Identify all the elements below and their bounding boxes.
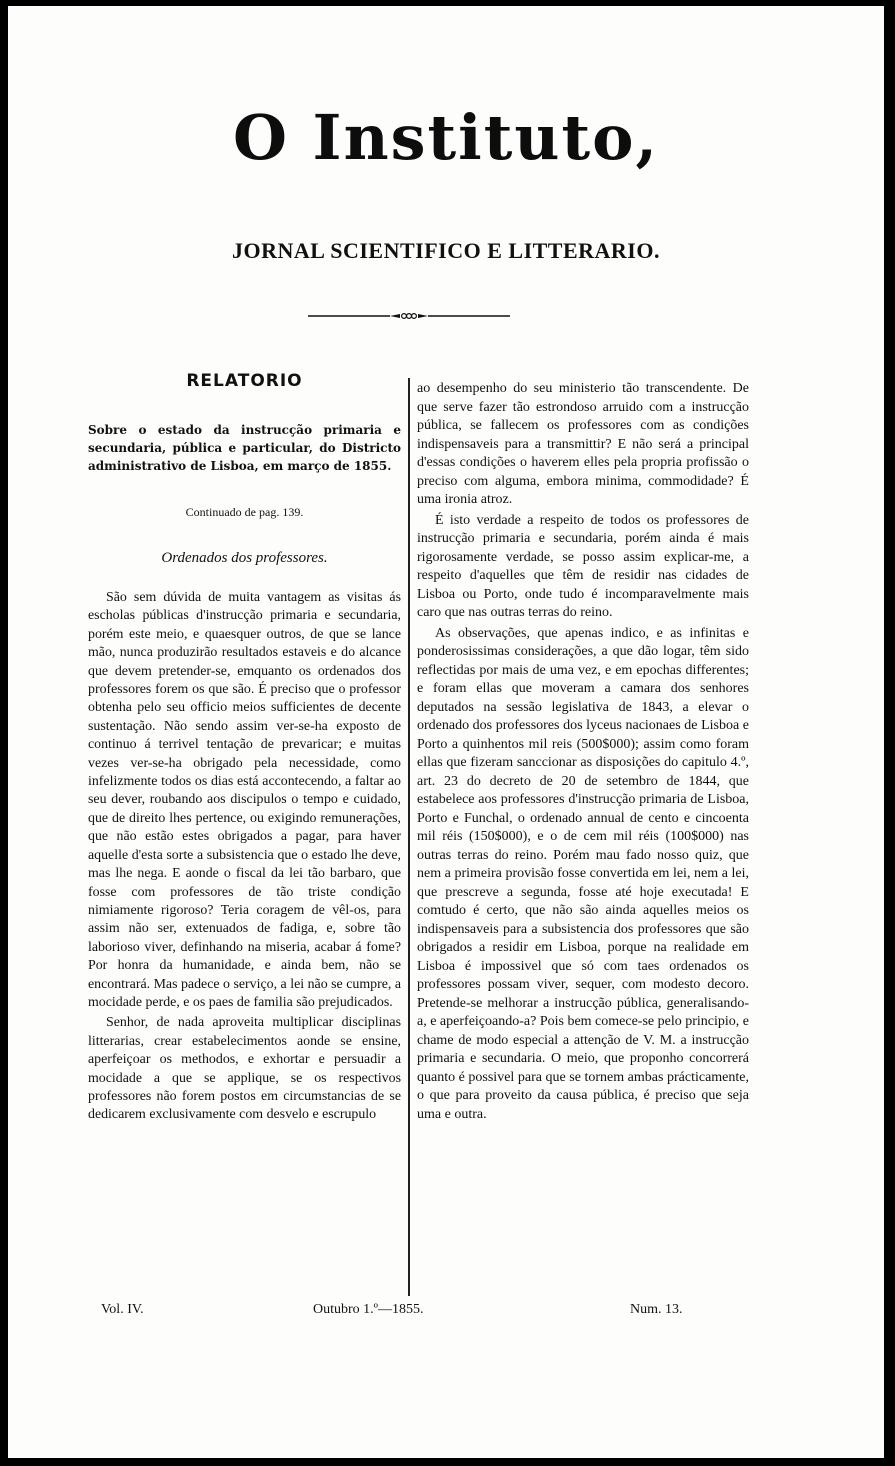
issue-date: Outubro 1.º—1855. (313, 1302, 424, 1317)
paragraph: ao desempenho do seu ministerio tão transcendente. De que serve fazer tão estrondoso arruido com a instrucção pública, se fallecem os professores com as condições indispensaveis para a transmittir? E não será a principal d'essas condições o haverem elles pela propria profissão o preciso com alguma, embora minima, commodidade? É uma ironia atroz. (417, 381, 749, 507)
issue-number: Num. 13. (630, 1302, 683, 1317)
volume-label: Vol. IV. (101, 1302, 144, 1317)
left-column (88, 371, 401, 1127)
column-divider (408, 378, 410, 1296)
continued-note: Continuado de pag. 139. (185, 505, 304, 519)
journal-title: O Instituto, (232, 101, 660, 174)
paragraph: É isto verdade a respeito de todos os professores de instrucção primaria e secundaria, porém ainda é mais rigorosamente verdade, se posso assim explicar-me, a respeito d'aquelles que têm de residir nas cidades de Lisboa ou Porto, onde tudo é incomparavelmente mais caro que nas outras terras do reino. (417, 512, 749, 620)
paragraph: Senhor, de nada aproveita multiplicar disciplinas litterarias, crear estabelecimentos aonde se ensine, aperfeiçoar os methodos, e exhortar e persuadir a mocidade a que se applique, se os respectivos professores não forem postos em circumstancias de se dedicarem exclusivamente com desvelo e escrupulo (88, 1015, 401, 1123)
paragraph: As observações, que apenas indico, e as infinitas e ponderosissimas considerações, a que dão logar, têm sido reflectidas por mais de uma vez, e em epochas differentes; e foram ellas que moveram a camara dos senhores deputados na sessão legislativa de 1843, a elevar o ordenado dos professores dos lyceus nacionaes de Lisboa e Porto a quinhentos mil reis (500$000); assim como foram ellas que fizeram sanccionar as disposições do capitulo 4.º, art. 23 do decreto de 20 de setembro de 1844, que estabelece aos professores d'instrucção primaria de Lisboa, Porto e Funchal, o ordenado annual de cento e cincoenta mil réis (150$000), e o de cem mil réis (100$000) nas outras terras do reino. Porém mau fado nosso quiz, que nem a primeira provisão fosse convertida em lei, nem a lei, que prescreve a segunda, fosse até hoje executada! E comtudo é certo, que não são ainda aquelles meios os indispensaveis para a subsistencia dos professores que são obrigados a residir em Lisboa, porque na realidade em Lisboa é impossivel que só com taes ordenados os professores possam viver, sequer, com modesto decoro. Pretende-se melhorar a instrucção pública, generalisando-a, e aperfeiçoando-a? Pois bem comece-se pelo principio, e chame de modo especial a attenção de V. M. a instrucção primaria e secundaria. O meio, que proponho concorrerá quanto é possivel para que se tornem ambas prácticamente, o que para proveito da causa pública, é preciso que seja uma e outra. (417, 625, 749, 1122)
section-subheading: Ordenados dos professores. (161, 550, 328, 566)
right-column (417, 380, 749, 1126)
ornamental-rule (308, 312, 510, 320)
article-summary: Sobre o estado da instrucção primaria e secundaria, pública e particular, do Districto administrativo de Lisboa, em março de 1855. (88, 423, 401, 473)
article-heading: RELATORIO (186, 371, 303, 391)
journal-subtitle: JORNAL SCIENTIFICO E LITTERARIO. (232, 238, 660, 263)
journal-page (8, 6, 884, 1458)
paragraph: São sem dúvida de muita vantagem as visitas ás escholas públicas d'instrucção primaria e secundaria, porém este meio, e quaesquer outros, de que se lance mão, nunca produzirão resultados estaveis e do alcance que devem pretender-se, emquanto os ordenados dos professores forem os que são. É preciso que o professor obtenha pelo seu officio meios sufficientes de decente sustentação. Não sendo assim ver-se-ha exposto de continuo á terrivel tentação de prevaricar; e muitas vezes ver-se-ha obrigado pela necessidade, como infelizmente todos os dias está accontecendo, a faltar ao seu dever, roubando aos discipulos o tempo e cuidado, que de direito lhes pertence, ou exigindo remunerações, que não estão estes obrigados a pagar, para haver aquelle d'esta sorte a subsistencia que o estado lhe deve, mas lhe nega. E aonde o fiscal da lei tão barbaro, que fosse com professores de tão triste condição nimiamente rigoroso? Teria coragem de vêl-os, para assim não ser, extenuados de fadiga, e, sobre tão laborioso viver, definhando na miseria, acabar á fome? Por honra da humanidade, e ainda bem, não se encontrará. Mas padece o serviço, a lei não se cumpre, a mocidade perde, e os paes de familia são prejudicados. (88, 590, 401, 1010)
